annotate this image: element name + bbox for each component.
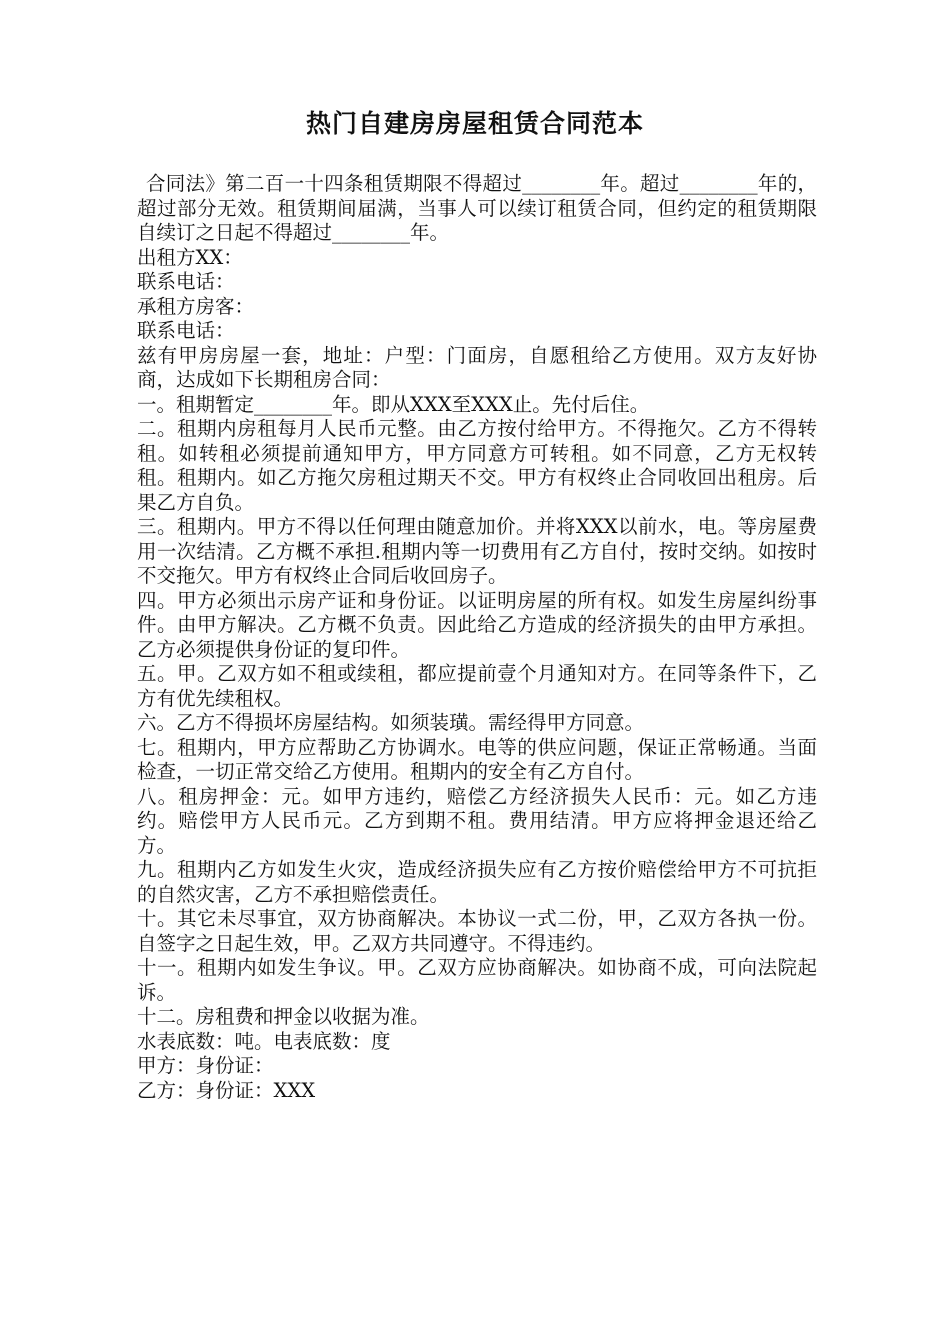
clause-11: 十一。租期内如发生争议。甲。乙双方应协商解决。如协商不成，可向法院起诉。 <box>137 956 817 1004</box>
clause-4: 四。甲方必须出示房产证和身份证。以证明房屋的所有权。如发生房屋纠纷事件。由甲方解决。乙方概不负责。因此给乙方造成的经济损失的由甲方承担。乙方必须提供身份证的复印件。 <box>137 588 817 661</box>
lessee-phone-line: 联系电话： <box>137 319 235 342</box>
clause-9: 九。租期内乙方如发生火灾，造成经济损失应有乙方按价赔偿给甲方不可抗拒的自然灾害，乙方不承担赔偿责任。 <box>137 858 817 906</box>
clause-6: 六。乙方不得损坏房屋结构。如须装璜。需经得甲方同意。 <box>137 711 645 734</box>
clause-5: 五。甲。乙双方如不租或续租，都应提前壹个月通知对方。在同等条件下，乙方有优先续租权。 <box>137 662 817 710</box>
meter-readings-line: 水表底数：吨。电表底数：度 <box>137 1029 391 1053</box>
lessee-line: 承租方房客： <box>137 294 255 318</box>
clause-8: 八。租房押金：元。如甲方违约，赔偿乙方经济损失人民币：元。如乙方违约。赔偿甲方人民币元。乙方到期不租。费用结清。甲方应将押金退还给乙方。 <box>137 784 817 857</box>
clause-7: 七。租期内，甲方应帮助乙方协调水。电等的供应问题，保证正常畅通。当面检查，一切正常交给乙方使用。租期内的安全有乙方自付。 <box>137 735 817 783</box>
document-body <box>137 172 817 1103</box>
clause-3: 三。租期内。甲方不得以任何理由随意加价。并将XXX以前水，电。等房屋费用一次结清。乙方概不承担.租期内等一切费用有乙方自付，按时交纳。如按时不交拖欠。甲方有权终止合同后收回房子。 <box>137 515 817 587</box>
party-a-signature-line: 甲方：身份证： <box>137 1054 274 1077</box>
clause-12: 十二。房租费和押金以收据为准。 <box>137 1005 430 1028</box>
document-title: 热门自建房房屋租赁合同范本 <box>305 109 644 138</box>
clause-2: 二。租期内房租每月人民币元整。由乙方按付给甲方。不得拖欠。乙方不得转租。如转租必须提前通知甲方，甲方同意方可转租。如不同意，乙方无权转租。租期内。如乙方拖欠房租过期天不交。甲方有权终止合同收回出租房。后果乙方自负。 <box>137 417 817 514</box>
premises-paragraph: 兹有甲房房屋一套，地址：户型：门面房，自愿租给乙方使用。双方友好协商，达成如下长期租房合同： <box>137 343 817 391</box>
intro-paragraph: 合同法》第二百一十四条租赁期限不得超过________年。超过________年的，超过部分无效。租赁期间届满，当事人可以续订租赁合同，但约定的租赁期限自续订之日起不得超过________年。 <box>137 172 817 244</box>
clause-1: 一。租期暂定________年。即从XXX至XXX止。先付后住。 <box>137 392 650 416</box>
lessor-phone-line: 联系电话： <box>137 270 235 293</box>
clause-10: 十。其它未尽事宜，双方协商解决。本协议一式二份，甲，乙双方各执一份。自签字之日起生效，甲。乙双方共同遵守。不得违约。 <box>137 907 817 955</box>
lessor-line: 出租方XX： <box>137 245 243 269</box>
party-b-signature-line: 乙方：身份证：XXX <box>137 1078 316 1102</box>
